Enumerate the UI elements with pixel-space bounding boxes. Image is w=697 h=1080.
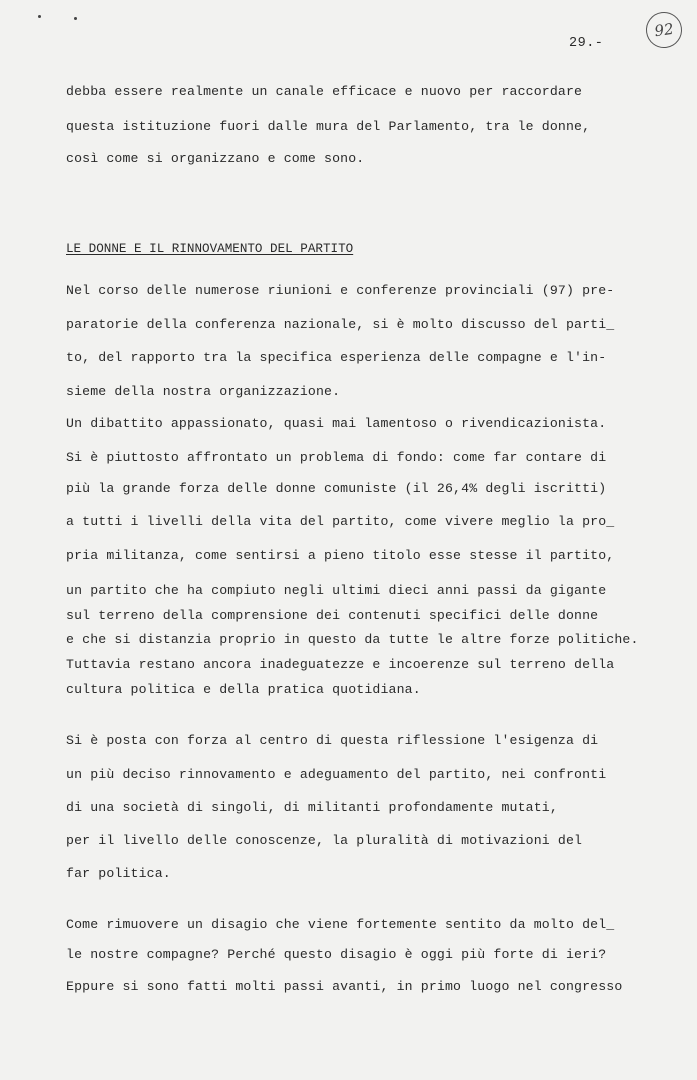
text-line: Nel corso delle numerose riunioni e conferenze provinciali (97) pre- <box>66 283 615 298</box>
text-line: debba essere realmente un canale efficace e nuovo per raccordare <box>66 84 583 99</box>
text-line: Si è posta con forza al centro di questa riflessione l'esigenza di <box>66 733 599 748</box>
text-line: un partito che ha compiuto negli ultimi dieci anni passi da gigante <box>66 583 607 598</box>
text-line: questa istituzione fuori dalle mura del Parlamento, tra le donne, <box>66 119 591 134</box>
speck-mark <box>74 17 77 20</box>
text-line: per il livello delle conoscenze, la pluralità di motivazioni del <box>66 833 583 848</box>
text-line: Un dibattito appassionato, quasi mai lamentoso o rivendicazionista. <box>66 416 607 431</box>
text-line: più la grande forza delle donne comuniste (il 26,4% degli iscritti) <box>66 481 607 496</box>
text-line: Come rimuovere un disagio che viene fortemente sentito da molto del_ <box>66 917 615 932</box>
text-line: un più deciso rinnovamento e adeguamento del partito, nei confronti <box>66 767 607 782</box>
page-stamp: 92 <box>644 10 685 51</box>
text-line: pria militanza, come sentirsi a pieno titolo esse stesse il partito, <box>66 548 615 563</box>
text-line: di una società di singoli, di militanti profondamente mutati, <box>66 800 558 815</box>
page-number: 29.- <box>569 36 604 51</box>
text-line: Tuttavia restano ancora inadeguatezze e incoerenze sul terreno della <box>66 657 615 672</box>
text-line: sieme della nostra organizzazione. <box>66 384 341 399</box>
section-heading: LE DONNE E IL RINNOVAMENTO DEL PARTITO <box>66 242 354 256</box>
text-line: a tutti i livelli della vita del partito, come vivere meglio la pro_ <box>66 514 615 529</box>
text-line: paratorie della conferenza nazionale, si è molto discusso del parti_ <box>66 317 615 332</box>
text-line: così come si organizzano e come sono. <box>66 151 365 166</box>
text-line: Eppure si sono fatti molti passi avanti, in primo luogo nel congresso <box>66 979 623 994</box>
text-line: e che si distanzia proprio in questo da tutte le altre forze politiche. <box>66 632 639 647</box>
text-line: to, del rapporto tra la specifica esperienza delle compagne e l'in- <box>66 350 607 365</box>
text-line: cultura politica e della pratica quotidiana. <box>66 682 421 697</box>
text-line: sul terreno della comprensione dei contenuti specifici delle donne <box>66 608 599 623</box>
text-line: le nostre compagne? Perché questo disagio è oggi più forte di ieri? <box>66 947 607 962</box>
text-line: Si è piuttosto affrontato un problema di fondo: come far contare di <box>66 450 607 465</box>
speck-mark <box>38 15 41 18</box>
text-line: far politica. <box>66 866 171 881</box>
